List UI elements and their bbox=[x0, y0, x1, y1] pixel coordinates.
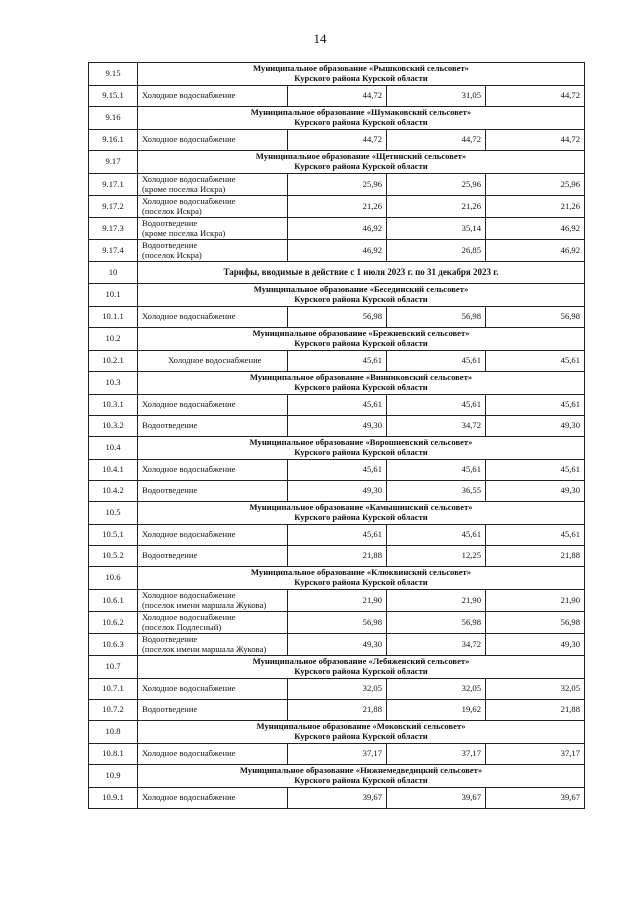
tariff-value: 21,90 bbox=[387, 590, 486, 612]
tariff-row bbox=[89, 218, 585, 240]
tariff-value: 21,88 bbox=[486, 546, 585, 567]
row-number: 10.6.1 bbox=[89, 590, 138, 612]
row-number: 10.5 bbox=[89, 502, 138, 525]
section-title: Тарифы, вводимые в действие с 1 июля 2023 г. по 31 декабря 2023 г. bbox=[138, 262, 585, 284]
row-number: 10.2 bbox=[89, 328, 138, 351]
municipality-name bbox=[138, 765, 585, 788]
service-name: Холодное водоснабжение bbox=[138, 679, 288, 700]
municipality-district-line: Курского района Курской области bbox=[294, 294, 428, 304]
row-number: 9.17 bbox=[89, 151, 138, 174]
municipality-district-line: Курского района Курской области bbox=[294, 731, 428, 741]
municipality-name-line: Муниципальное образование «Щетинский сельсовет» bbox=[255, 151, 467, 162]
row-number: 10.7.1 bbox=[89, 679, 138, 700]
tariff-value: 45,61 bbox=[387, 460, 486, 481]
row-number: 10.3.1 bbox=[89, 395, 138, 416]
service-name bbox=[138, 590, 288, 612]
municipality-district-line: Курского района Курской области bbox=[294, 73, 428, 83]
municipality-name-line: Муниципальное образование «Клюквинский сельсовет» bbox=[250, 567, 472, 578]
municipality-name-line: Муниципальное образование «Винниковский сельсовет» bbox=[249, 372, 473, 383]
municipality-name-line: Муниципальное образование «Шумаковский сельсовет» bbox=[250, 107, 472, 118]
tariff-value: 45,61 bbox=[387, 525, 486, 546]
municipality-name-line: Муниципальное образование «Лебяженский сельсовет» bbox=[252, 656, 470, 667]
tariff-row bbox=[89, 460, 585, 481]
tariff-value: 19,62 bbox=[387, 700, 486, 721]
tariff-value: 45,61 bbox=[486, 351, 585, 372]
service-scope-line: (поселок имени маршала Жукова) bbox=[142, 643, 267, 654]
municipality-district-line: Курского района Курской области bbox=[294, 775, 428, 785]
tariff-value: 44,72 bbox=[288, 130, 387, 151]
tariff-value: 56,98 bbox=[288, 307, 387, 328]
row-number: 9.17.1 bbox=[89, 174, 138, 196]
tariff-value: 45,61 bbox=[288, 460, 387, 481]
service-scope-line: (поселок имени маршала Жукова) bbox=[142, 599, 267, 610]
tariff-value: 25,96 bbox=[387, 174, 486, 196]
municipality-header-row bbox=[89, 107, 585, 130]
service-name bbox=[138, 196, 288, 218]
tariff-row bbox=[89, 525, 585, 546]
municipality-header-row bbox=[89, 151, 585, 174]
municipality-district-line: Курского района Курской области bbox=[294, 512, 428, 522]
municipality-district-line: Курского района Курской области bbox=[294, 382, 428, 392]
row-number: 10.7.2 bbox=[89, 700, 138, 721]
municipality-name bbox=[138, 437, 585, 460]
tariff-value: 37,17 bbox=[387, 744, 486, 765]
tariff-value: 49,30 bbox=[486, 416, 585, 437]
tariff-row bbox=[89, 307, 585, 328]
tariff-value: 34,72 bbox=[387, 416, 486, 437]
municipality-header-row bbox=[89, 284, 585, 307]
tariff-value: 44,72 bbox=[486, 86, 585, 107]
tariff-row bbox=[89, 634, 585, 656]
service-name: Холодное водоснабжение bbox=[138, 351, 288, 372]
service-name: Водоотведение bbox=[138, 700, 288, 721]
tariff-value: 46,92 bbox=[486, 240, 585, 262]
tariff-row bbox=[89, 744, 585, 765]
tariff-value: 39,67 bbox=[288, 788, 387, 809]
municipality-district-line: Курского района Курской области bbox=[294, 447, 428, 457]
row-number: 9.15 bbox=[89, 63, 138, 86]
tariff-value: 56,98 bbox=[486, 612, 585, 634]
tariff-row bbox=[89, 174, 585, 196]
tariff-value: 39,67 bbox=[387, 788, 486, 809]
row-number: 10.4 bbox=[89, 437, 138, 460]
municipality-name bbox=[138, 656, 585, 679]
service-name: Холодное водоснабжение bbox=[138, 86, 288, 107]
service-name: Холодное водоснабжение bbox=[138, 525, 288, 546]
service-scope-line: (кроме поселка Искра) bbox=[142, 227, 226, 238]
service-name-line: Водоотведение bbox=[142, 239, 198, 250]
tariff-value: 44,72 bbox=[288, 86, 387, 107]
tariff-value: 45,61 bbox=[288, 525, 387, 546]
tariff-value: 37,17 bbox=[288, 744, 387, 765]
municipality-district-line: Курского района Курской области bbox=[294, 117, 428, 127]
service-name: Холодное водоснабжение bbox=[138, 744, 288, 765]
municipality-name bbox=[138, 502, 585, 525]
service-name-line: Водоотведение bbox=[142, 633, 198, 644]
tariff-row bbox=[89, 196, 585, 218]
service-name: Холодное водоснабжение bbox=[138, 130, 288, 151]
municipality-name bbox=[138, 151, 585, 174]
row-number: 9.16 bbox=[89, 107, 138, 130]
tariff-value: 39,67 bbox=[486, 788, 585, 809]
service-name: Холодное водоснабжение bbox=[138, 307, 288, 328]
row-number: 10.8.1 bbox=[89, 744, 138, 765]
section-header-row bbox=[89, 262, 585, 284]
municipality-header-row bbox=[89, 437, 585, 460]
tariff-value: 56,98 bbox=[387, 612, 486, 634]
tariff-row bbox=[89, 395, 585, 416]
tariff-row bbox=[89, 351, 585, 372]
municipality-name bbox=[138, 107, 585, 130]
service-scope-line: (поселок Искра) bbox=[142, 249, 202, 260]
municipality-district-line: Курского района Курской области bbox=[294, 666, 428, 676]
tariff-value: 56,98 bbox=[486, 307, 585, 328]
service-name bbox=[138, 174, 288, 196]
tariff-value: 21,88 bbox=[486, 700, 585, 721]
municipality-header-row bbox=[89, 567, 585, 590]
row-number: 10.6.3 bbox=[89, 634, 138, 656]
tariff-value: 45,61 bbox=[486, 395, 585, 416]
tariff-value: 44,72 bbox=[387, 130, 486, 151]
municipality-name bbox=[138, 63, 585, 86]
tariff-value: 32,05 bbox=[288, 679, 387, 700]
tariff-row bbox=[89, 416, 585, 437]
row-number: 10.7 bbox=[89, 656, 138, 679]
row-number: 10.4.1 bbox=[89, 460, 138, 481]
tariff-row bbox=[89, 788, 585, 809]
tariff-row bbox=[89, 481, 585, 502]
service-name bbox=[138, 218, 288, 240]
service-name-line: Холодное водоснабжение bbox=[142, 195, 236, 206]
row-number: 10.8 bbox=[89, 721, 138, 744]
row-number: 10.6.2 bbox=[89, 612, 138, 634]
row-number: 9.16.1 bbox=[89, 130, 138, 151]
service-name: Холодное водоснабжение bbox=[138, 788, 288, 809]
tariff-value: 46,92 bbox=[288, 218, 387, 240]
tariff-value: 21,90 bbox=[288, 590, 387, 612]
row-number: 9.17.2 bbox=[89, 196, 138, 218]
row-number: 9.17.3 bbox=[89, 218, 138, 240]
municipality-name-line: Муниципальное образование «Нижнемедведицкий сельсовет» bbox=[239, 765, 483, 776]
section-number: 10 bbox=[89, 262, 138, 284]
tariff-row bbox=[89, 700, 585, 721]
row-number: 10.6 bbox=[89, 567, 138, 590]
municipality-name bbox=[138, 328, 585, 351]
tariff-value: 44,72 bbox=[486, 130, 585, 151]
municipality-district-line: Курского района Курской области bbox=[294, 338, 428, 348]
service-name: Водоотведение bbox=[138, 481, 288, 502]
municipality-header-row bbox=[89, 502, 585, 525]
municipality-name bbox=[138, 372, 585, 395]
municipality-name-line: Муниципальное образование «Ворошневский сельсовет» bbox=[249, 437, 473, 448]
row-number: 10.2.1 bbox=[89, 351, 138, 372]
tariff-value: 21,90 bbox=[486, 590, 585, 612]
tariff-value: 45,61 bbox=[387, 395, 486, 416]
tariff-value: 49,30 bbox=[486, 481, 585, 502]
municipality-name bbox=[138, 721, 585, 744]
tariff-value: 45,61 bbox=[288, 351, 387, 372]
row-number: 9.17.4 bbox=[89, 240, 138, 262]
municipality-name-line: Муниципальное образование «Бесединский сельсовет» bbox=[253, 284, 469, 295]
tariff-row bbox=[89, 130, 585, 151]
service-scope-line: (поселок Искра) bbox=[142, 205, 202, 216]
row-number: 10.5.1 bbox=[89, 525, 138, 546]
municipality-name bbox=[138, 284, 585, 307]
tariff-value: 21,26 bbox=[486, 196, 585, 218]
service-scope-line: (кроме поселка Искра) bbox=[142, 183, 226, 194]
tariff-value: 26,85 bbox=[387, 240, 486, 262]
service-name bbox=[138, 612, 288, 634]
tariff-value: 49,30 bbox=[288, 416, 387, 437]
tariff-table-body bbox=[89, 63, 585, 809]
tariff-row bbox=[89, 546, 585, 567]
row-number: 9.15.1 bbox=[89, 86, 138, 107]
tariff-value: 46,92 bbox=[486, 218, 585, 240]
tariff-value: 32,05 bbox=[486, 679, 585, 700]
service-name: Водоотведение bbox=[138, 416, 288, 437]
tariff-value: 21,26 bbox=[288, 196, 387, 218]
tariff-value: 49,30 bbox=[486, 634, 585, 656]
municipality-name-line: Муниципальное образование «Брежневский сельсовет» bbox=[252, 328, 470, 339]
municipality-name bbox=[138, 567, 585, 590]
service-name-line: Холодное водоснабжение bbox=[142, 173, 236, 184]
tariff-value: 21,88 bbox=[288, 546, 387, 567]
tariff-value: 49,30 bbox=[288, 634, 387, 656]
row-number: 10.9.1 bbox=[89, 788, 138, 809]
municipality-header-row bbox=[89, 372, 585, 395]
tariff-value: 45,61 bbox=[486, 525, 585, 546]
service-name bbox=[138, 240, 288, 262]
tariff-row bbox=[89, 240, 585, 262]
tariff-row bbox=[89, 590, 585, 612]
service-name: Водоотведение bbox=[138, 546, 288, 567]
municipality-name-line: Муниципальное образование «Рышковский сельсовет» bbox=[253, 63, 469, 74]
municipality-header-row bbox=[89, 765, 585, 788]
municipality-name-line: Муниципальное образование «Камышинский сельсовет» bbox=[249, 502, 473, 513]
tariff-value: 25,96 bbox=[486, 174, 585, 196]
service-name bbox=[138, 634, 288, 656]
service-name: Холодное водоснабжение bbox=[138, 395, 288, 416]
tariff-value: 49,30 bbox=[288, 481, 387, 502]
tariff-value: 25,96 bbox=[288, 174, 387, 196]
tariff-value: 45,61 bbox=[387, 351, 486, 372]
municipality-header-row bbox=[89, 63, 585, 86]
service-scope-line: (поселок Подлесный) bbox=[142, 621, 222, 632]
row-number: 10.1.1 bbox=[89, 307, 138, 328]
tariff-value: 36,55 bbox=[387, 481, 486, 502]
tariff-value: 46,92 bbox=[288, 240, 387, 262]
municipality-header-row bbox=[89, 721, 585, 744]
row-number: 10.3 bbox=[89, 372, 138, 395]
municipality-header-row bbox=[89, 328, 585, 351]
tariff-value: 45,61 bbox=[486, 460, 585, 481]
tariff-value: 56,98 bbox=[387, 307, 486, 328]
tariff-value: 21,88 bbox=[288, 700, 387, 721]
tariff-value: 37,17 bbox=[486, 744, 585, 765]
row-number: 10.3.2 bbox=[89, 416, 138, 437]
tariff-value: 56,98 bbox=[288, 612, 387, 634]
municipality-district-line: Курского района Курской области bbox=[294, 161, 428, 171]
tariff-value: 12,25 bbox=[387, 546, 486, 567]
tariff-value: 34,72 bbox=[387, 634, 486, 656]
service-name-line: Водоотведение bbox=[142, 217, 198, 228]
municipality-header-row bbox=[89, 656, 585, 679]
municipality-district-line: Курского района Курской области bbox=[294, 577, 428, 587]
service-name: Холодное водоснабжение bbox=[138, 460, 288, 481]
tariff-value: 35,14 bbox=[387, 218, 486, 240]
tariff-value: 32,05 bbox=[387, 679, 486, 700]
tariff-value: 45,61 bbox=[288, 395, 387, 416]
municipality-name-line: Муниципальное образование «Моковский сельсовет» bbox=[256, 721, 466, 732]
tariff-value: 31,05 bbox=[387, 86, 486, 107]
tariff-row bbox=[89, 86, 585, 107]
row-number: 10.4.2 bbox=[89, 481, 138, 502]
row-number: 10.9 bbox=[89, 765, 138, 788]
row-number: 10.5.2 bbox=[89, 546, 138, 567]
row-number: 10.1 bbox=[89, 284, 138, 307]
tariff-value: 21,26 bbox=[387, 196, 486, 218]
service-name-line: Холодное водоснабжение bbox=[142, 589, 236, 600]
tariff-table bbox=[88, 62, 585, 809]
page-number: 14 bbox=[313, 31, 327, 46]
tariff-row bbox=[89, 612, 585, 634]
service-name-line: Холодное водоснабжение bbox=[142, 611, 236, 622]
tariff-row bbox=[89, 679, 585, 700]
